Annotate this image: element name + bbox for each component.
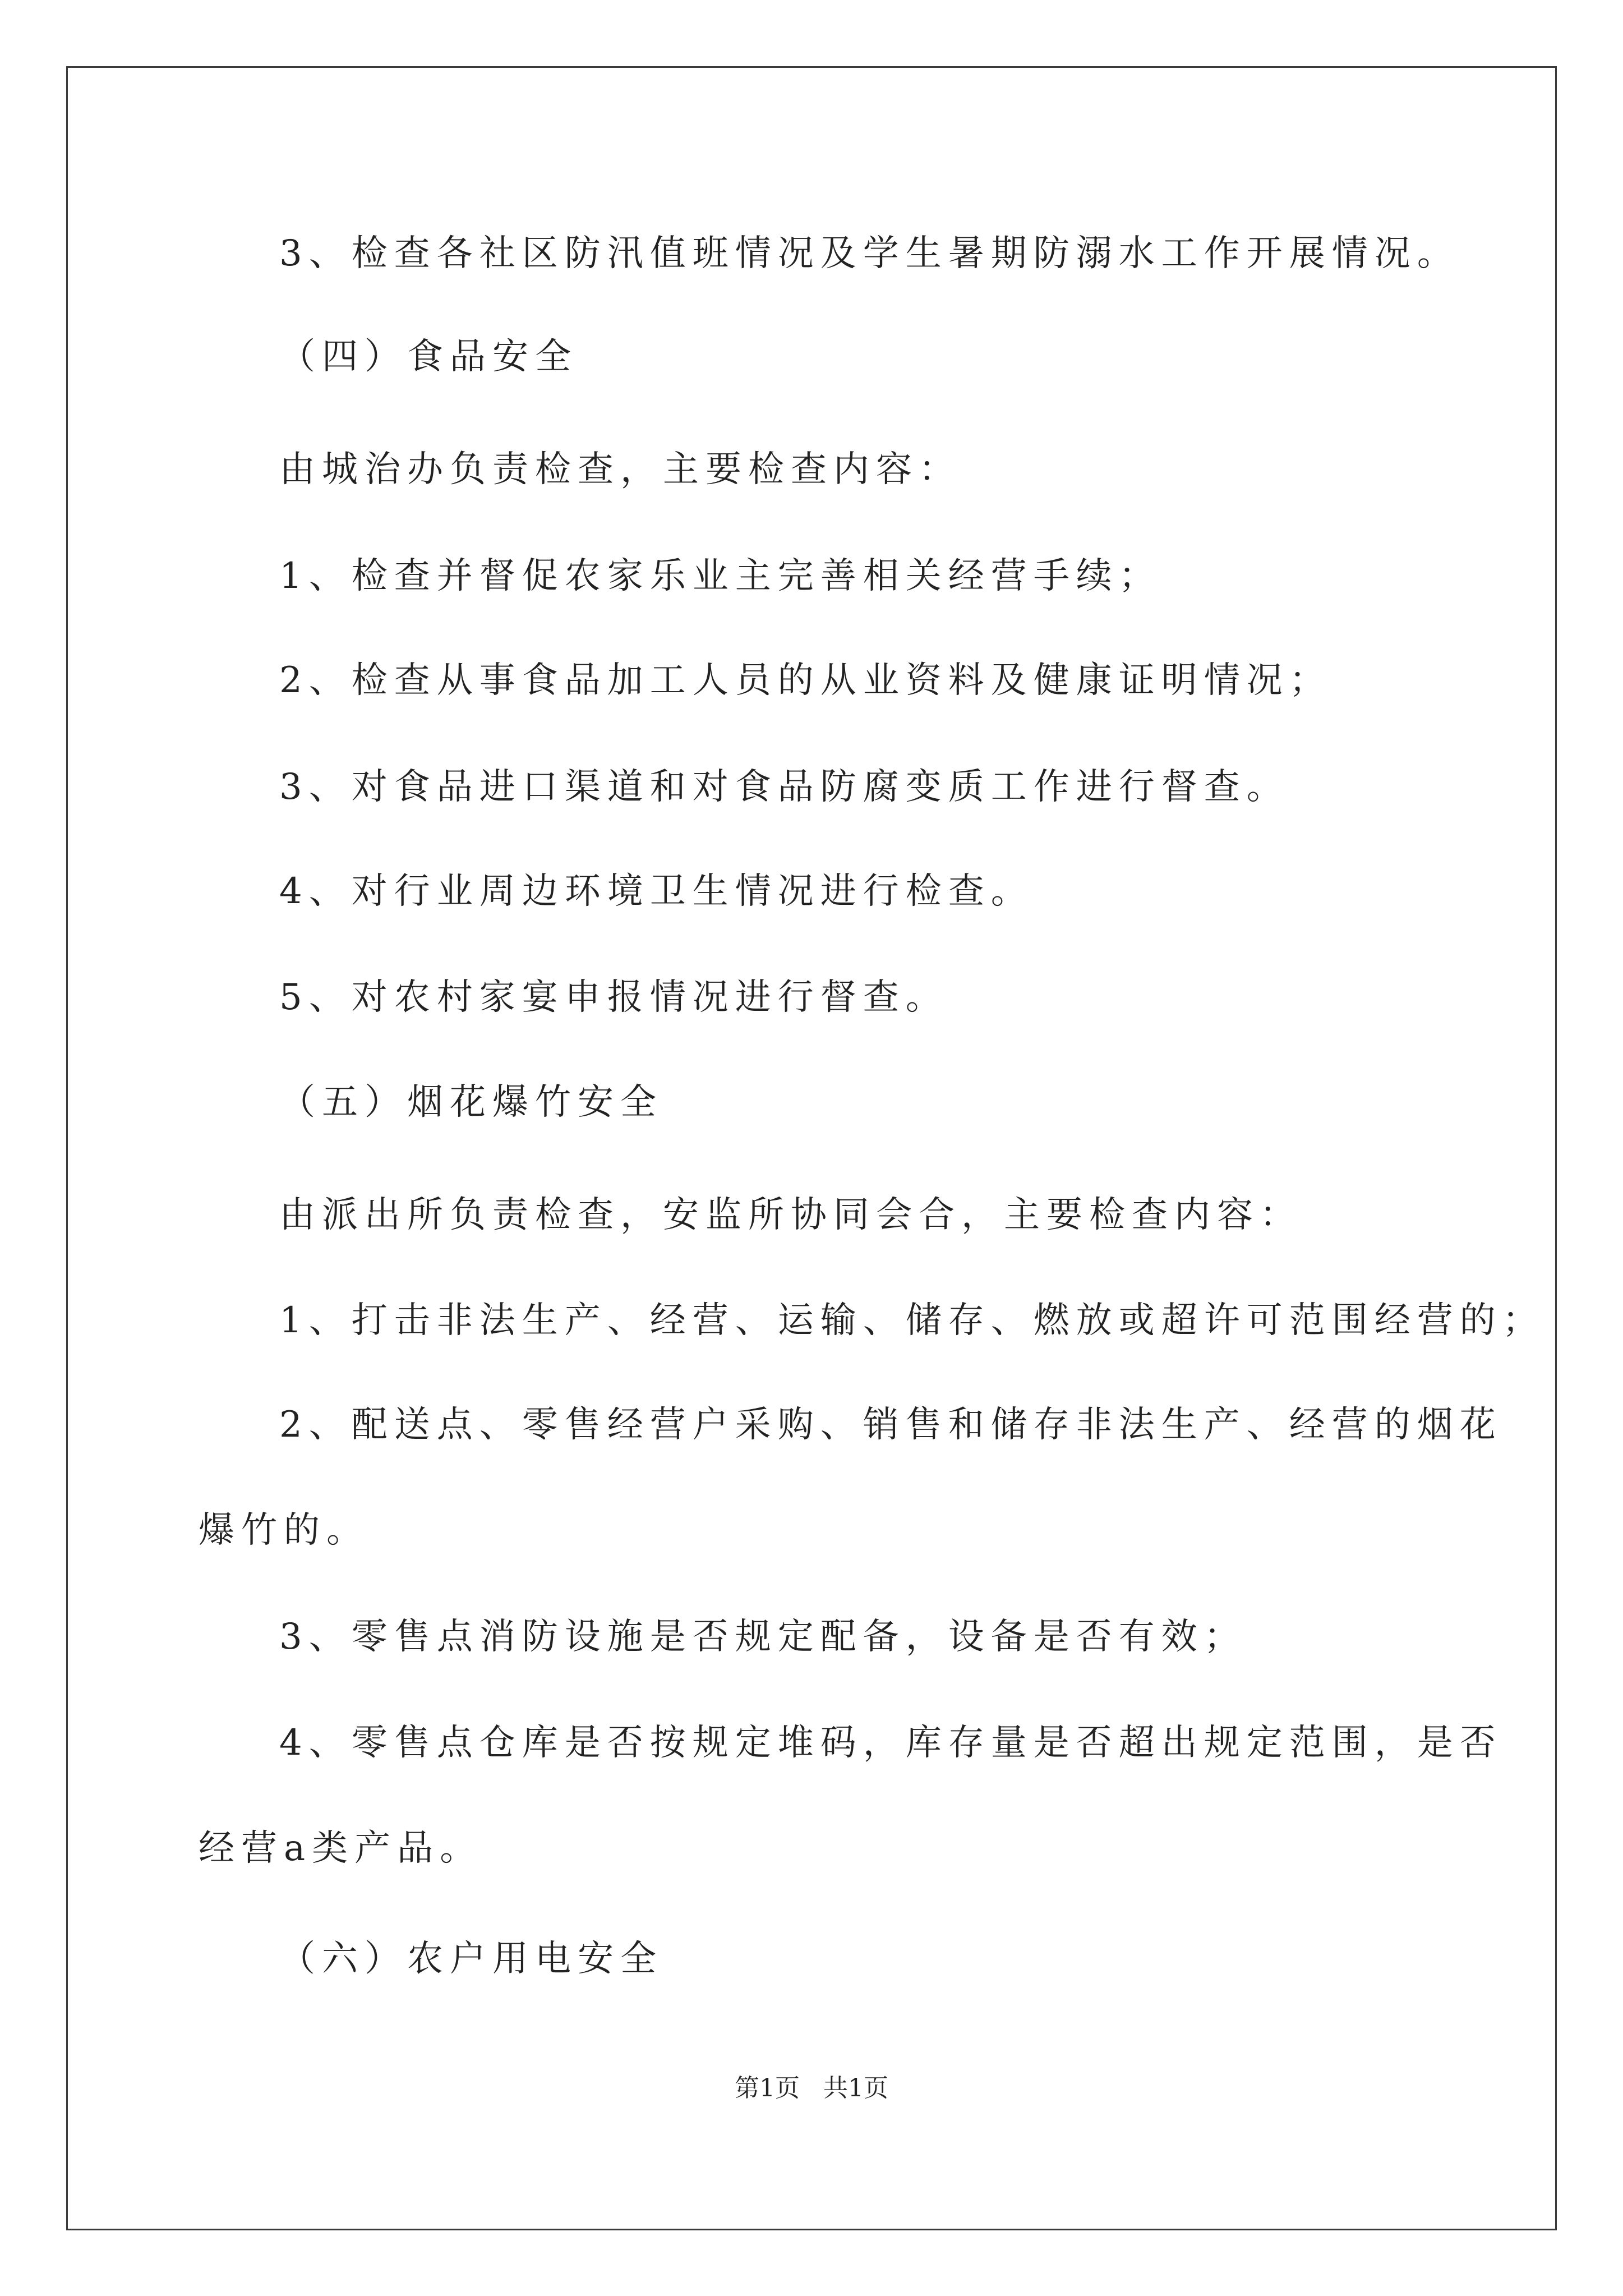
paragraph-fireworks-responsibility: 由派出所负责检查，安监所协同会合，主要检查内容： [279, 1194, 1302, 1236]
item-fireworks-2-continued: 爆竹的。 [199, 1510, 369, 1551]
item-food-3: 3、对食品进口渠道和对食品防腐变质工作进行督查。 [279, 766, 1289, 808]
item-fireworks-4-continued: 经营a类产品。 [199, 1828, 483, 1869]
item-fireworks-3: 3、零售点消防设施是否规定配备，设备是否有效； [279, 1616, 1247, 1658]
item-fireworks-4: 4、零售点仓库是否按规定堆码，库存量是否超出规定范围，是否 [279, 1722, 1502, 1764]
section-heading-fireworks-safety: （五）烟花爆竹安全 [279, 1082, 663, 1123]
page-number-footer: 第1页 共1页 [735, 2074, 888, 2102]
item-food-2: 2、检查从事食品加工人员的从业资料及健康证明情况； [279, 660, 1332, 701]
section-heading-food-safety: （四）食品安全 [279, 336, 578, 378]
item-food-4: 4、对行业周边环境卫生情况进行检查。 [279, 871, 1034, 912]
item-fireworks-2: 2、配送点、零售经营户采购、销售和储存非法生产、经营的烟花 [279, 1404, 1502, 1446]
item-food-5: 5、对农村家宴申报情况进行督查。 [279, 977, 948, 1018]
item-flood-check-3: 3、检查各社区防汛值班情况及学生暑期防溺水工作开展情况。 [279, 233, 1460, 274]
item-fireworks-1: 1、打击非法生产、经营、运输、储存、燃放或超许可范围经营的； [279, 1300, 1545, 1341]
item-food-1: 1、检查并督促农家乐业主完善相关经营手续； [279, 555, 1161, 597]
page-border [66, 66, 1557, 2230]
paragraph-food-responsibility: 由城治办负责检查，主要检查内容： [279, 449, 961, 490]
section-heading-electricity-safety: （六）农户用电安全 [279, 1938, 663, 1980]
